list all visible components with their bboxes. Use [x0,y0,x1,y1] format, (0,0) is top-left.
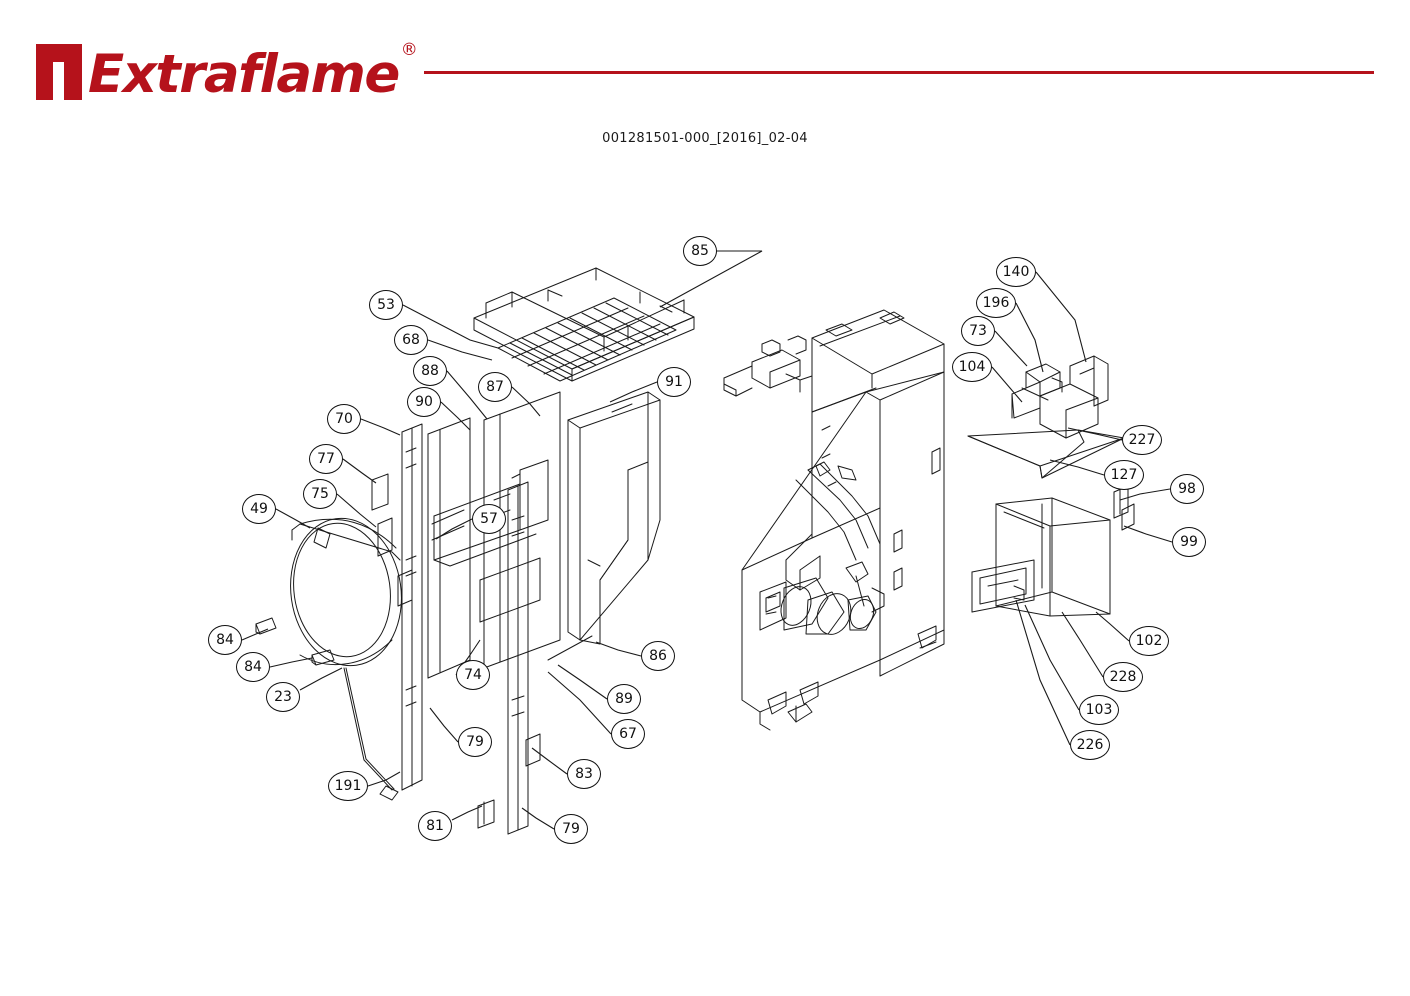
leader-line-84 [270,658,312,667]
leader-line-91 [610,382,657,402]
callout-84: 84 [208,625,242,655]
leader-line-99 [1124,526,1172,542]
callout-68: 68 [394,325,428,355]
leader-line-86 [596,642,641,656]
registered-mark-icon: ® [400,40,418,60]
leader-line-104 [992,367,1022,402]
callout-75: 75 [303,479,337,509]
leader-line-57 [436,519,472,539]
part-round-door [281,511,411,673]
part-ash-box [972,486,1134,616]
callout-228: 228 [1103,662,1143,692]
callout-73: 73 [961,316,995,346]
leader-line-75 [337,494,376,527]
part-left-upright [372,424,422,790]
leader-line-70 [361,419,400,435]
part-right-uprights [478,482,540,834]
callout-84: 84 [236,652,270,682]
callout-57: 57 [472,504,506,534]
callout-49: 49 [242,494,276,524]
part-inner-panels [428,392,560,678]
callout-227: 227 [1122,425,1162,455]
part-sloped-cover [968,430,1124,478]
part-hopper [548,392,660,660]
callout-81: 81 [418,811,452,841]
leader-line-196 [1016,303,1043,372]
leader-line-89 [558,665,607,699]
callout-79: 79 [554,814,588,844]
document-code: 001281501-000_[2016]_02-04 [602,131,808,146]
callout-88: 88 [413,356,447,386]
callout-53: 53 [369,290,403,320]
part-burner-pot [1012,356,1108,438]
part-grille [498,298,676,381]
callout-91: 91 [657,367,691,397]
leader-line-90 [441,402,470,430]
leader-line-49 [276,509,310,528]
callout-127: 127 [1104,460,1144,490]
leader-line-140 [1036,272,1086,362]
callout-70: 70 [327,404,361,434]
part-boiler-assembly [724,310,944,730]
callout-90: 90 [407,387,441,417]
callout-102: 102 [1129,626,1169,656]
leader-line-73 [995,331,1027,366]
leader-line-87 [512,387,540,416]
callout-98: 98 [1170,474,1204,504]
leader-line-67 [548,672,611,734]
callout-87: 87 [478,372,512,402]
callout-196: 196 [976,288,1016,318]
callout-23: 23 [266,682,300,712]
leader-line-23 [300,668,342,690]
leader-line-102 [1096,612,1129,641]
callout-85: 85 [683,236,717,266]
brand-name: Extraflame [88,43,399,105]
leader-line-84 [242,629,268,640]
leader-line-226 [1016,600,1070,745]
leader-line-79 [430,708,458,742]
leader-line-228 [1062,612,1103,677]
callout-103: 103 [1079,695,1119,725]
callout-67: 67 [611,719,645,749]
callout-104: 104 [952,352,992,382]
callout-140: 140 [996,257,1036,287]
callout-77: 77 [309,444,343,474]
callout-86: 86 [641,641,675,671]
callout-191: 191 [328,771,368,801]
callout-79: 79 [458,727,492,757]
leader-line-77 [343,459,376,483]
part-top-frame [474,268,694,381]
leader-line-127 [1050,460,1104,475]
callout-83: 83 [567,759,601,789]
callout-226: 226 [1070,730,1110,760]
callout-89: 89 [607,684,641,714]
callout-99: 99 [1172,527,1206,557]
callout-74: 74 [456,660,490,690]
leader-line-79 [522,808,554,829]
